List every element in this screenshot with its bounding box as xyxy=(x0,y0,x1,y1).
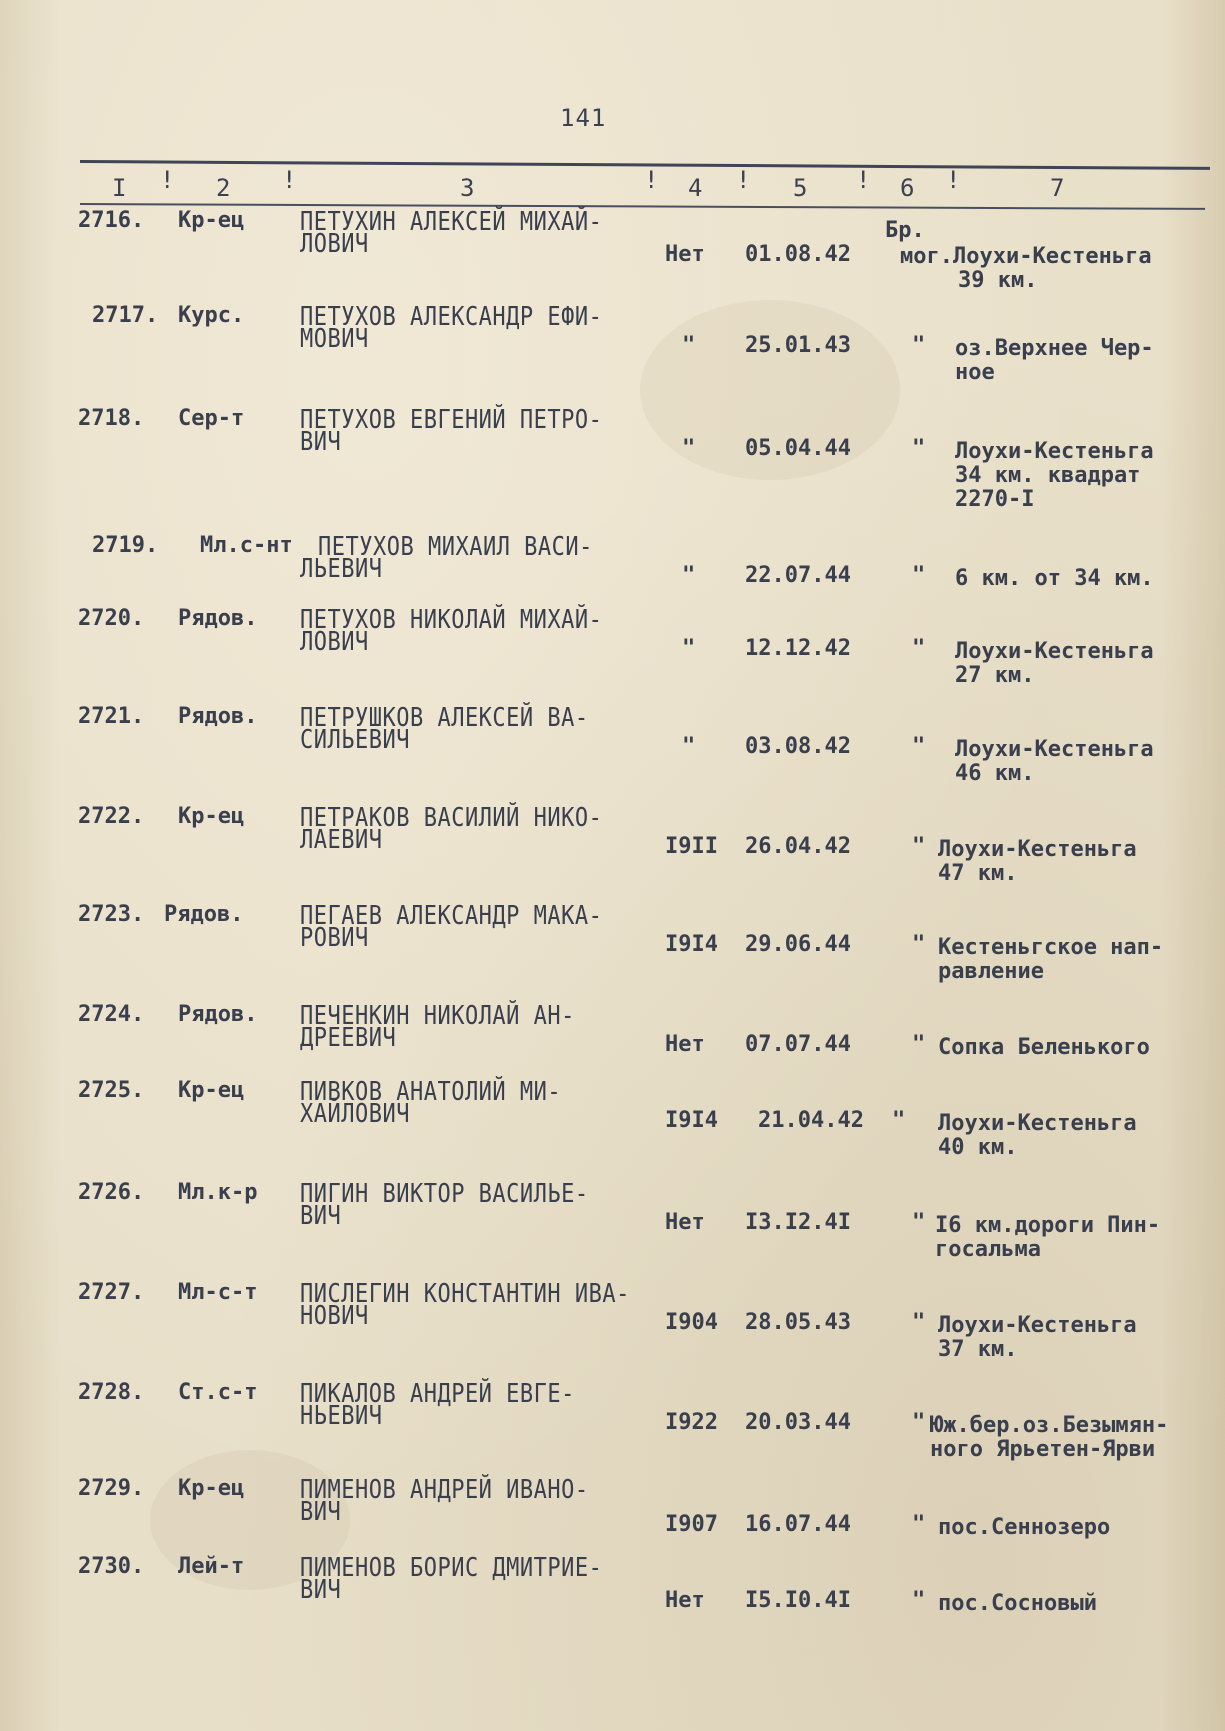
entry-burial-type: " xyxy=(892,1108,906,1133)
entry-number: 2730. xyxy=(78,1554,145,1579)
entry-place-line1: Сопка Беленького xyxy=(938,1035,1150,1060)
entry-place-line3: 2270-I xyxy=(955,487,1035,512)
entry-birth-year: " xyxy=(682,436,696,461)
entry-name-line1: ПИВКОВ АНАТОЛИЙ МИ- xyxy=(300,1077,562,1108)
entry-burial-type: " xyxy=(912,436,926,461)
entry-burial-type: " xyxy=(912,932,926,957)
entry-burial-type: Бр. xyxy=(885,218,925,243)
entry-rank: Кр-ец xyxy=(178,1476,245,1501)
entry-number: 2727. xyxy=(78,1280,145,1305)
entry-rank: Кр-ец xyxy=(178,1078,245,1103)
table-row xyxy=(0,605,1225,698)
table-row xyxy=(0,803,1225,896)
entry-number: 2716. xyxy=(78,208,145,233)
entry-name-line1: ПЕТРАКОВ ВАСИЛИЙ НИКО- xyxy=(300,803,603,834)
entry-place-line2: 39 км. xyxy=(958,268,1038,293)
entry-burial-type: " xyxy=(912,1310,926,1335)
entry-death-date: 21.04.42 xyxy=(758,1108,864,1133)
entry-death-date: 26.04.42 xyxy=(745,834,851,859)
entry-rank: Сер-т xyxy=(178,406,245,431)
page-number: 141 xyxy=(560,104,607,132)
entry-rank: Кр-ец xyxy=(178,208,245,233)
entry-place-line2: 46 км. xyxy=(955,761,1035,786)
entry-burial-type: " xyxy=(912,333,926,358)
table-row xyxy=(0,1179,1225,1272)
entry-number: 2722. xyxy=(78,804,145,829)
column-separator: ! xyxy=(946,166,961,194)
entry-number: 2726. xyxy=(78,1180,145,1205)
entry-death-date: 25.01.43 xyxy=(745,333,851,358)
entry-rank: Рядов. xyxy=(178,1002,258,1027)
entry-birth-year: I907 xyxy=(665,1512,718,1537)
entry-death-date: 07.07.44 xyxy=(745,1032,851,1057)
entry-death-date: 03.08.42 xyxy=(745,734,851,759)
entry-place-line1: Лоухи-Кестеньга xyxy=(955,439,1154,464)
entry-birth-year: Нет xyxy=(665,1032,705,1057)
entry-place-line1: пос.Сосновый xyxy=(938,1591,1097,1616)
entry-name-line2: МОВИЧ xyxy=(300,324,369,355)
entry-place-line2: 27 км. xyxy=(955,663,1035,688)
entry-death-date: 05.04.44 xyxy=(745,436,851,461)
entry-rank: Кр-ец xyxy=(178,804,245,829)
entry-death-date: 12.12.42 xyxy=(745,636,851,661)
entry-place-line1: 6 км. от 34 км. xyxy=(955,566,1154,591)
entry-burial-type: " xyxy=(912,636,926,661)
entry-place-line2: 40 км. xyxy=(938,1135,1018,1160)
entry-place-line1: Лоухи-Кестеньга xyxy=(955,639,1154,664)
table-row xyxy=(0,901,1225,994)
entry-birth-year: " xyxy=(682,734,696,759)
entry-place-line2: равление xyxy=(938,959,1044,984)
entry-number: 2724. xyxy=(78,1002,145,1027)
entry-place-line2: госальма xyxy=(935,1237,1041,1262)
entry-name-line1: ПЕЧЕНКИН НИКОЛАЙ АН- xyxy=(300,1001,575,1032)
entry-number: 2717. xyxy=(92,303,159,328)
entry-rank: Мл.с-нт xyxy=(200,533,293,558)
entry-number: 2721. xyxy=(78,704,145,729)
entry-place-line1: Лоухи-Кестеньга xyxy=(938,1111,1137,1136)
column-header-3: 3 xyxy=(460,174,475,202)
column-header-7: 7 xyxy=(1050,174,1065,202)
entry-name-line2: ХАЙЛОВИЧ xyxy=(300,1099,410,1130)
table-row xyxy=(0,405,1225,512)
column-separator: ! xyxy=(856,166,871,194)
entry-place-line1: Лоухи-Кестеньга xyxy=(938,837,1137,862)
entry-name-line1: ПЕТУХОВ МИХАИЛ ВАСИ- xyxy=(318,532,593,563)
entry-death-date: 01.08.42 xyxy=(745,242,851,267)
entry-name-line1: ПЕГАЕВ АЛЕКСАНДР МАКА- xyxy=(300,901,603,932)
entry-rank: Ст.с-т xyxy=(178,1380,258,1405)
entry-place-line2: 34 км. квадрат xyxy=(955,463,1141,488)
entry-number: 2718. xyxy=(78,406,145,431)
column-separator: ! xyxy=(644,166,659,194)
entry-birth-year: " xyxy=(682,563,696,588)
entry-burial-type: " xyxy=(912,734,926,759)
entry-rank: Мл.к-р xyxy=(178,1180,258,1205)
table-row xyxy=(0,207,1225,300)
entry-name-line2: ЛАЕВИЧ xyxy=(300,825,383,856)
entry-place-line1: мог.Лоухи-Кестеньга xyxy=(900,244,1152,269)
entry-rank: Мл-с-т xyxy=(178,1280,258,1305)
entry-rank: Рядов. xyxy=(178,606,258,631)
entry-number: 2719. xyxy=(92,533,159,558)
table-row xyxy=(0,1553,1225,1646)
column-header-6: 6 xyxy=(900,174,915,202)
entry-birth-year: I9I4 xyxy=(665,932,718,957)
entry-name-line2: НЬЕВИЧ xyxy=(300,1401,383,1432)
entry-name-line2: ЛОВИЧ xyxy=(300,627,369,658)
entry-name-line1: ПЕТУХОВ ЕВГЕНИЙ ПЕТРО- xyxy=(300,405,603,436)
entry-birth-year: I922 xyxy=(665,1410,718,1435)
entry-place-line1: Лоухи-Кестеньга xyxy=(938,1313,1137,1338)
column-header-2: 2 xyxy=(216,174,231,202)
entry-death-date: 22.07.44 xyxy=(745,563,851,588)
entry-name-line2: ВИЧ xyxy=(300,1201,342,1232)
entry-number: 2728. xyxy=(78,1380,145,1405)
entry-death-date: I3.I2.4I xyxy=(745,1210,851,1235)
entry-place-line2: 47 км. xyxy=(938,861,1018,886)
entry-burial-type: " xyxy=(912,1512,926,1537)
entry-burial-type: " xyxy=(912,563,926,588)
table-row xyxy=(0,302,1225,395)
entry-burial-type: " xyxy=(912,834,926,859)
entry-place-line1: Кестеньгское нап- xyxy=(938,935,1164,960)
entry-name-line2: СИЛЬЕВИЧ xyxy=(300,725,410,756)
entry-name-line1: ПЕТУХОВ АЛЕКСАНДР ЕФИ- xyxy=(300,302,603,333)
entry-place-line2: ное xyxy=(955,360,995,385)
entry-name-line2: РОВИЧ xyxy=(300,923,369,954)
entry-burial-type: " xyxy=(912,1032,926,1057)
entry-rank: Лей-т xyxy=(178,1554,245,1579)
entry-birth-year: " xyxy=(682,636,696,661)
entry-burial-type: " xyxy=(912,1588,926,1613)
entry-place-line1: Юж.бер.оз.Безымян- xyxy=(930,1413,1169,1438)
table-row xyxy=(0,1077,1225,1170)
entry-place-line1: оз.Верхнее Чер- xyxy=(955,336,1154,361)
entry-death-date: 28.05.43 xyxy=(745,1310,851,1335)
entry-number: 2729. xyxy=(78,1476,145,1501)
entry-birth-year: " xyxy=(682,333,696,358)
entry-birth-year: I9I4 xyxy=(665,1108,718,1133)
entry-birth-year: Нет xyxy=(665,1210,705,1235)
column-separator: ! xyxy=(282,166,297,194)
entry-burial-type: " xyxy=(912,1210,926,1235)
column-separator: ! xyxy=(736,166,751,194)
table-row xyxy=(0,1279,1225,1372)
entry-number: 2725. xyxy=(78,1078,145,1103)
entry-place-line1: I6 км.дороги Пин- xyxy=(935,1213,1161,1238)
entry-name-line2: ВИЧ xyxy=(300,427,342,458)
entry-birth-year: Нет xyxy=(665,1588,705,1613)
entry-number: 2723. xyxy=(78,902,145,927)
column-header-1: I xyxy=(112,174,127,202)
entry-place-line2: 37 км. xyxy=(938,1337,1018,1362)
table-header-rule xyxy=(80,203,1205,210)
entry-birth-year: I904 xyxy=(665,1310,718,1335)
entry-death-date: 16.07.44 xyxy=(745,1512,851,1537)
entry-name-line1: ПИСЛЕГИН КОНСТАНТИН ИВА- xyxy=(300,1279,630,1310)
entry-name-line1: ПЕТУХИН АЛЕКСЕЙ МИХАЙ- xyxy=(300,207,603,238)
entry-death-date: 29.06.44 xyxy=(745,932,851,957)
entry-birth-year: Нет xyxy=(665,242,705,267)
column-separator: ! xyxy=(160,166,175,194)
entry-place-line1: пос.Сеннозеро xyxy=(938,1515,1111,1540)
entry-burial-type: " xyxy=(912,1410,926,1435)
entry-rank: Рядов. xyxy=(178,704,258,729)
entry-place-line1: Лоухи-Кестеньга xyxy=(955,737,1154,762)
entry-name-line1: ПЕТРУШКОВ АЛЕКСЕЙ ВА- xyxy=(300,703,589,734)
column-header-4: 4 xyxy=(688,174,703,202)
entry-name-line1: ПИМЕНОВ БОРИС ДМИТРИЕ- xyxy=(300,1553,603,1584)
table-row xyxy=(0,703,1225,796)
entry-name-line1: ПИМЕНОВ АНДРЕЙ ИВАНО- xyxy=(300,1475,589,1506)
entry-rank: Курс. xyxy=(178,303,245,328)
entry-birth-year: I9II xyxy=(665,834,718,859)
entry-name-line2: ВИЧ xyxy=(300,1575,342,1606)
entry-name-line2: ДРЕЕВИЧ xyxy=(300,1023,397,1054)
entry-death-date: I5.I0.4I xyxy=(745,1588,851,1613)
entry-name-line1: ПИКАЛОВ АНДРЕЙ ЕВГЕ- xyxy=(300,1379,575,1410)
entry-death-date: 20.03.44 xyxy=(745,1410,851,1435)
entry-name-line1: ПЕТУХОВ НИКОЛАЙ МИХАЙ- xyxy=(300,605,603,636)
entry-place-line2: ного Ярьетен-Ярви xyxy=(930,1437,1156,1462)
entry-name-line2: ВИЧ xyxy=(300,1497,342,1528)
entry-number: 2720. xyxy=(78,606,145,631)
entry-name-line2: НОВИЧ xyxy=(300,1301,369,1332)
entry-rank: Рядов. xyxy=(164,902,244,927)
entry-name-line2: ЛЬЕВИЧ xyxy=(300,554,383,585)
column-header-5: 5 xyxy=(793,174,808,202)
entry-name-line1: ПИГИН ВИКТОР ВАСИЛЬЕ- xyxy=(300,1179,589,1210)
table-row xyxy=(0,1379,1225,1472)
entry-name-line2: ЛОВИЧ xyxy=(300,229,369,260)
